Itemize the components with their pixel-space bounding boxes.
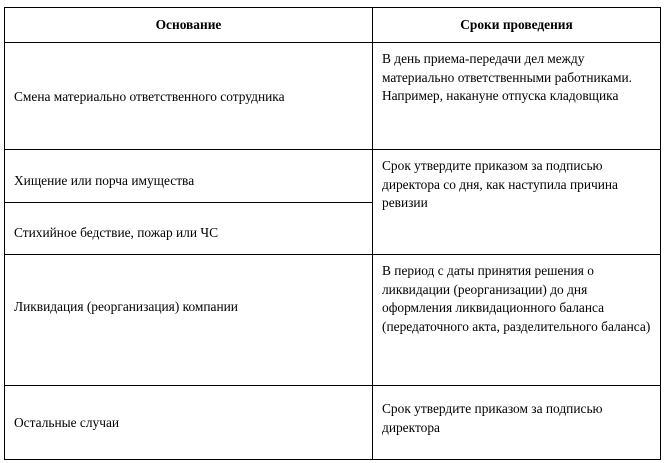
basis-cell: Ликвидация (реорганизация) компании xyxy=(5,255,373,386)
basis-cell: Остальные случаи xyxy=(5,386,373,460)
period-cell: Срок утвердите приказом за подписью директора xyxy=(373,386,661,460)
period-cell: В день приема-передачи дел между материально ответственными работниками. Например, накануне отпуска кладовщика xyxy=(373,43,661,150)
basis-cell: Смена материально ответственного сотрудника xyxy=(5,43,373,150)
header-period: Сроки проведения xyxy=(373,8,661,43)
table-row xyxy=(5,43,661,150)
inventory-audit-table xyxy=(4,7,661,460)
header-basis: Основание xyxy=(5,8,373,43)
basis-cell: Хищение или порча имущества xyxy=(5,150,373,203)
period-cell: В период с даты принятия решения о ликвидации (реорганизации) до дня оформления ликвидационного баланса (передаточного акта, разделительного баланса) xyxy=(373,255,661,386)
period-cell: Срок утвердите приказом за подписью директора со дня, как наступила причина ревизии xyxy=(373,150,661,255)
table-header-row xyxy=(5,8,661,43)
table-row xyxy=(5,255,661,386)
table-row xyxy=(5,150,661,203)
basis-cell: Стихийное бедствие, пожар или ЧС xyxy=(5,203,373,255)
table-row xyxy=(5,386,661,460)
